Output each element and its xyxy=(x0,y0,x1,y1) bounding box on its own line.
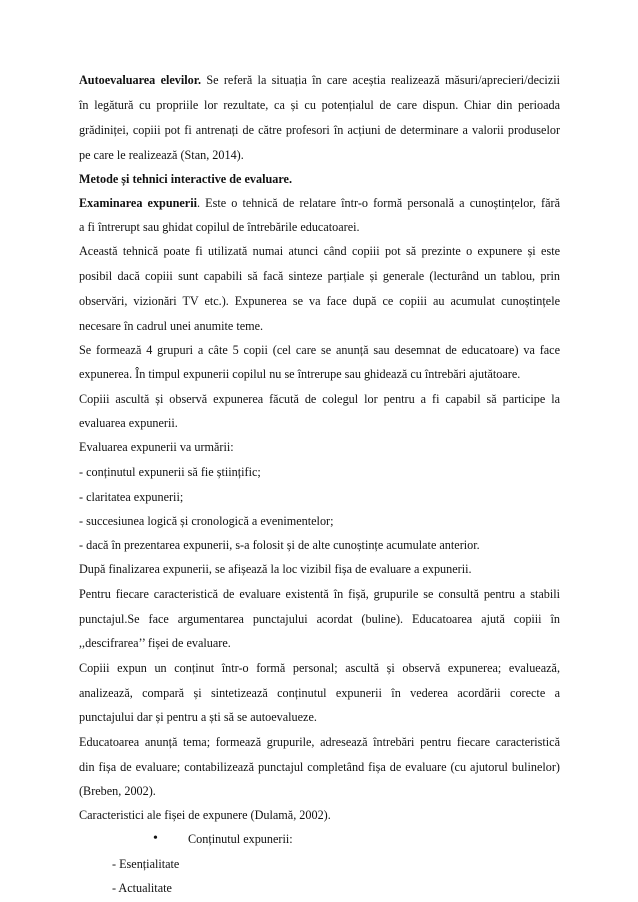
paragraph-line: punctajul.Se face argumentarea punctajului acordat (buline). Educatoarea ajută copiii în xyxy=(79,612,560,626)
sub-list-item: - Esențialitate xyxy=(112,857,180,871)
bold-term: Autoevaluarea elevilor. xyxy=(79,73,202,87)
paragraph-line: Copiii expun un conținut într-o formă personal; ascultă și observă expunerea; evaluează, xyxy=(79,661,560,675)
bullet-item: Conținutul expunerii: xyxy=(188,832,293,846)
line-text: . Este o tehnică de relatare într-o formă personală a cunoștințelor, fără xyxy=(196,196,560,210)
paragraph-line: ,,descifrarea’’ fișei de evaluare. xyxy=(79,636,231,650)
paragraph-line: expunerea. În timpul expunerii copilul nu se întrerupe sau ghidează cu întrebări ajutătoare. xyxy=(79,367,521,381)
paragraph-line: grădiniței, copiii pot fi antrenați de către profesori în acțiuni de determinare a valorii produselor xyxy=(79,123,560,137)
heading-text: Metode și tehnici interactive de evaluare. xyxy=(79,172,293,186)
paragraph-line: în legătură cu propriile lor rezultate, ca și cu potențialul de care dispun. Chiar din perioada xyxy=(79,98,560,112)
line-text: Se referă la situația în care aceștia realizează măsuri/aprecieri/decizii xyxy=(201,73,560,87)
list-item: - succesiunea logică și cronologică a evenimentelor; xyxy=(79,514,334,528)
paragraph-line: Caracteristici ale fișei de expunere (Dulamă, 2002). xyxy=(79,808,331,822)
paragraph-line xyxy=(79,195,560,211)
paragraph-line: evaluarea expunerii. xyxy=(79,416,178,430)
paragraph-line: Copiii ascultă și observă expunerea făcută de colegul lor pentru a fi capabil să participe la xyxy=(79,392,560,406)
sub-list-item: - Actualitate xyxy=(112,881,172,895)
list-item: - conținutul expunerii să fie științific; xyxy=(79,465,261,479)
paragraph-line: din fișa de evaluare; contabilizează punctajul completând fișa de evaluare (cu ajutorul bulinelor) xyxy=(79,760,560,774)
paragraph-line: pe care le realizează (Stan, 2014). xyxy=(79,148,244,162)
list-item: - claritatea expunerii; xyxy=(79,490,184,504)
paragraph-line: a fi întrerupt sau ghidat copilul de întrebările educatoarei. xyxy=(79,220,360,234)
paragraph-line: Această tehnică poate fi utilizată numai atunci când copiii pot să prezinte o expunere și este xyxy=(79,244,560,258)
paragraph-line: Se formează 4 grupuri a câte 5 copii (cel care se anunță sau desemnat de educatoare) va face xyxy=(79,343,560,357)
paragraph-line: punctajului dar și pentru a ști să se autoevalueze. xyxy=(79,710,317,724)
paragraph-line: necesare în cadrul unei anumite teme. xyxy=(79,319,264,333)
paragraph-line: analizează, compară și sintetizează conținutul expunerii în vederea acordării corecte a xyxy=(79,686,560,700)
paragraph-line: posibil dacă copiii sunt capabili să facă sinteze parțiale și generale (lecturând un tablou, prin xyxy=(79,269,560,283)
paragraph-line: observări, vizionări TV etc.). Expunerea se va face după ce copiii au acumulat cunoștințele xyxy=(79,294,560,308)
paragraph-line: Evaluarea expunerii va urmării: xyxy=(79,440,234,454)
bold-term: Examinarea expunerii xyxy=(79,196,197,210)
paragraph-line: După finalizarea expunerii, se afișează la loc vizibil fișa de evaluare a expunerii. xyxy=(79,562,472,576)
paragraph-line xyxy=(79,72,560,88)
paragraph-line: Educatoarea anunță tema; formează grupurile, adresează întrebări pentru fiecare caracteristică xyxy=(79,735,560,749)
bullet-icon: • xyxy=(153,831,158,846)
section-heading xyxy=(79,171,560,187)
paragraph-line: (Breben, 2002). xyxy=(79,784,156,798)
list-item: - dacă în prezentarea expunerii, s-a folosit și de alte cunoștințe acumulate anterior. xyxy=(79,538,480,552)
paragraph-line: Pentru fiecare caracteristică de evaluare existentă în fișă, grupurile se consultă pentru a stabili xyxy=(79,587,560,601)
